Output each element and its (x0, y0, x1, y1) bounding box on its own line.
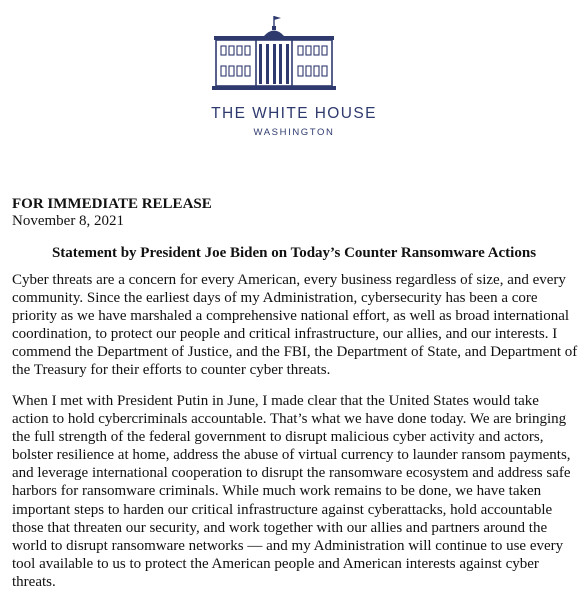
release-date: November 8, 2021 (12, 213, 125, 229)
org-name: THE WHITE HOUSE (211, 105, 377, 122)
org-city: WASHINGTON (253, 127, 335, 138)
statement-paragraph-2: When I met with President Putin in June, I made clear that the United States would take action to hold cybercriminals accountable. That’s what we have done today. We are bringing the full strength of the federal government to disrupt malicious cyber activity and actors, bolster resilience at home, address the abuse of virtual currency to launder ransom payments, and leverage international cooperation to disrupt the ransomware ecosystem and address safe harbors for ransomware criminals. While much work remains to be done, we have taken important steps to harden our critical infrastructure against cyberattacks, hold accountable those that threaten our security, and work together with our allies and partners around the world to disrupt ransomware networks — and my Administration will continue to use every tool available to us to protect the American people and American interests against cyber threats. (12, 393, 571, 590)
statement-title: Statement by President Joe Biden on Today’s Counter Ransomware Actions (51, 245, 537, 261)
statement-paragraph-1: Cyber threats are a concern for every American, every business regardless of size, and every community. Since the earliest days of my Administration, cybersecurity has been a core priority as we have marshaled a comprehensive national effort, as well as broad international coordination, to protect our people and critical infrastructure, our allies, and our interests. I commend the Department of Justice, and the FBI, the Department of State, and Department of the Treasury for their efforts to counter cyber threats. (12, 272, 578, 379)
release-label: FOR IMMEDIATE RELEASE (12, 196, 212, 212)
white-house-building-icon (212, 14, 336, 94)
